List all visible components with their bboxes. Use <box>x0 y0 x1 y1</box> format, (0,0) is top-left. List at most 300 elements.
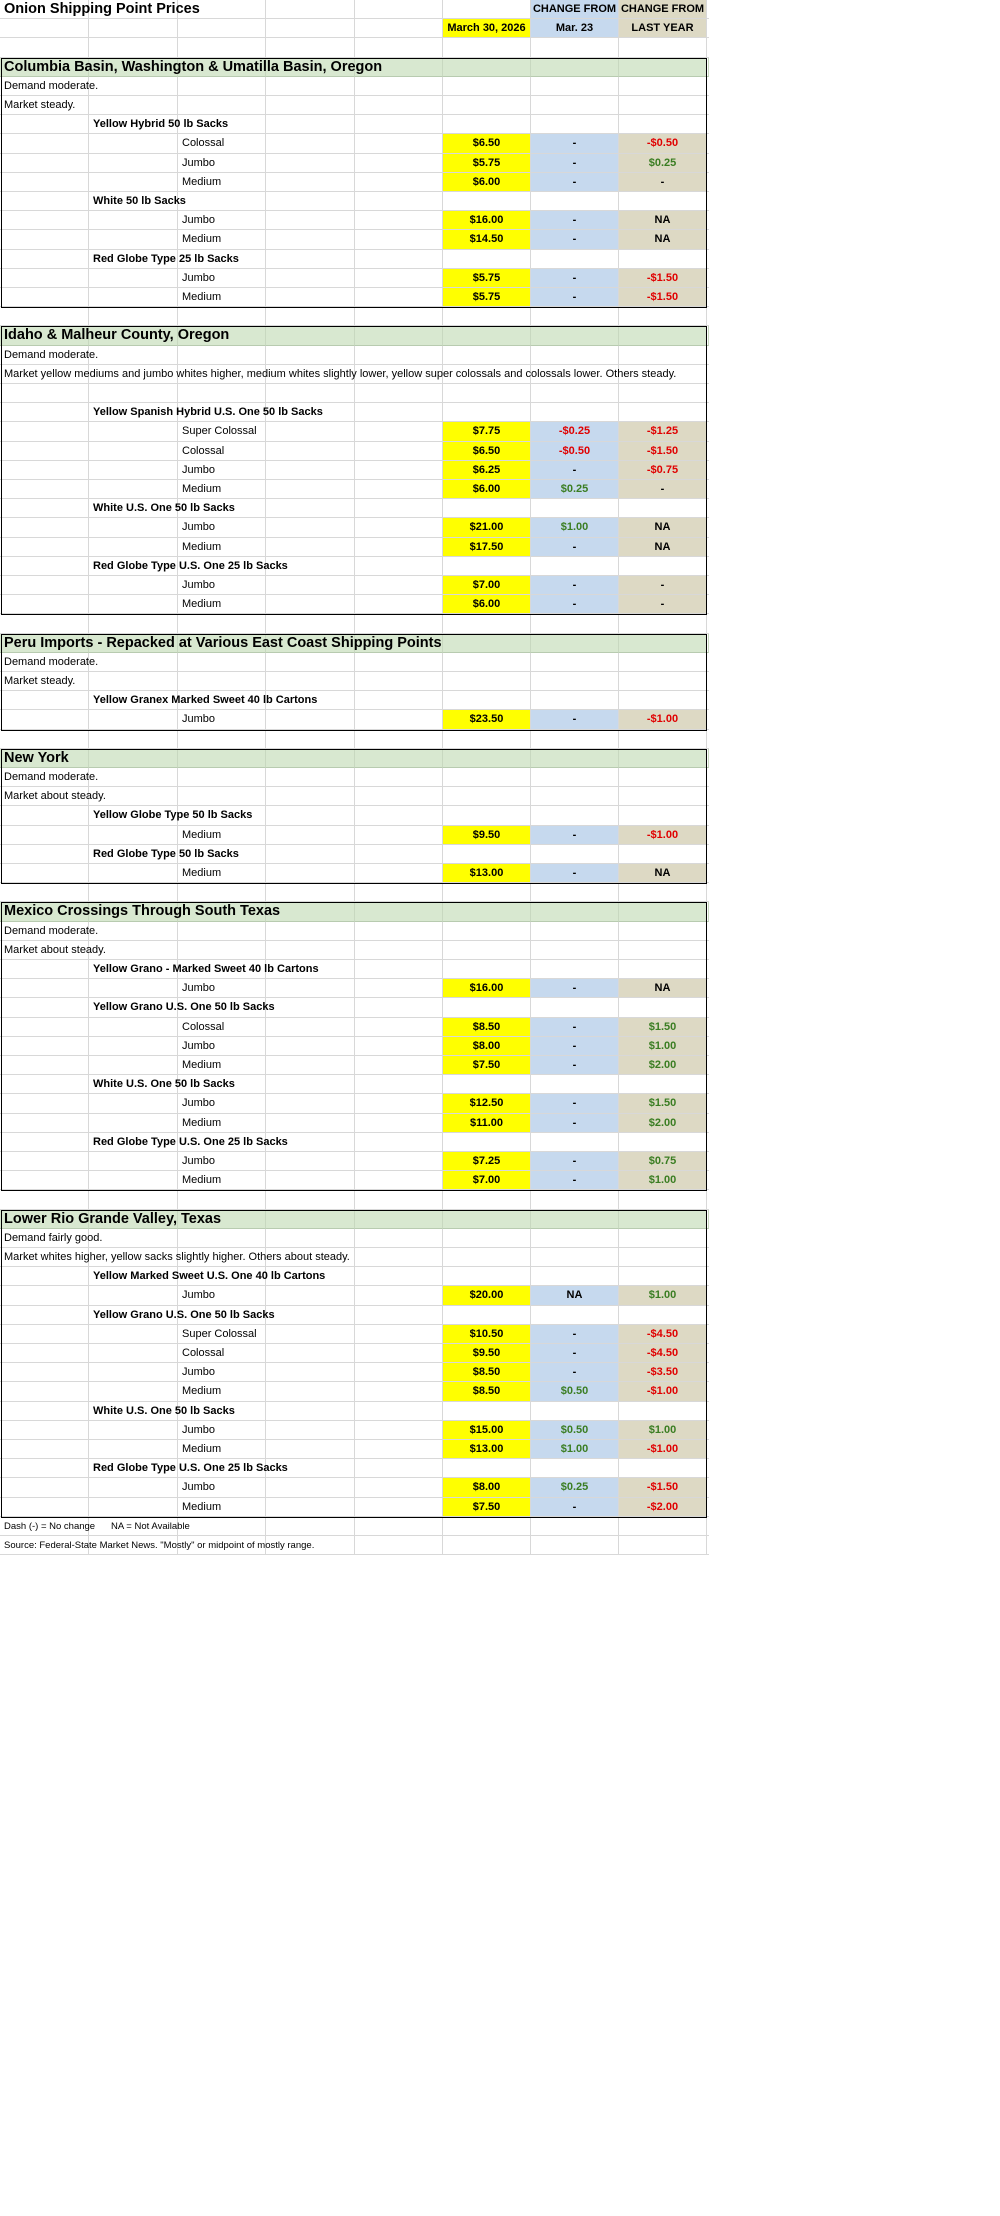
cell[interactable] <box>89 96 178 115</box>
cell[interactable] <box>707 211 709 230</box>
cell[interactable] <box>531 58 619 77</box>
week-change-value[interactable]: - <box>531 1037 619 1056</box>
cell[interactable] <box>0 1190 89 1209</box>
cell[interactable] <box>266 422 355 441</box>
cell[interactable] <box>619 77 707 96</box>
week-change-value[interactable]: - <box>531 1344 619 1363</box>
week-change-value[interactable]: - <box>531 979 619 998</box>
cell[interactable] <box>355 269 443 288</box>
cell[interactable] <box>266 1306 355 1325</box>
cell[interactable] <box>443 730 531 749</box>
cell[interactable] <box>707 768 709 787</box>
year-change-value[interactable]: NA <box>619 864 707 883</box>
cell[interactable] <box>355 77 443 96</box>
cell[interactable] <box>531 941 619 960</box>
week-change-value[interactable]: - <box>531 576 619 595</box>
cell[interactable] <box>531 653 619 672</box>
cell[interactable] <box>89 1037 178 1056</box>
cell[interactable] <box>707 115 709 134</box>
cell[interactable] <box>266 941 355 960</box>
price-value[interactable]: $8.00 <box>443 1478 531 1497</box>
cell[interactable] <box>89 979 178 998</box>
cell[interactable] <box>355 1536 443 1555</box>
cell[interactable] <box>355 0 443 19</box>
cell[interactable] <box>355 1075 443 1094</box>
cell[interactable] <box>266 269 355 288</box>
week-change-value[interactable]: - <box>531 211 619 230</box>
cell[interactable] <box>355 826 443 845</box>
cell[interactable] <box>266 0 355 19</box>
cell[interactable] <box>619 672 707 691</box>
cell[interactable] <box>531 557 619 576</box>
cell[interactable] <box>355 154 443 173</box>
cell[interactable] <box>0 595 89 614</box>
cell[interactable] <box>266 288 355 307</box>
cell[interactable] <box>443 326 531 345</box>
cell[interactable] <box>89 1018 178 1037</box>
year-change-value[interactable]: -$1.50 <box>619 1478 707 1497</box>
cell[interactable] <box>0 442 89 461</box>
cell[interactable] <box>266 154 355 173</box>
cell[interactable] <box>0 1421 89 1440</box>
price-value[interactable]: $20.00 <box>443 1286 531 1305</box>
cell[interactable] <box>0 557 89 576</box>
cell[interactable] <box>707 806 709 825</box>
cell[interactable] <box>707 1075 709 1094</box>
week-change-value[interactable]: - <box>531 154 619 173</box>
cell[interactable] <box>619 346 707 365</box>
cell[interactable] <box>619 960 707 979</box>
cell[interactable] <box>707 96 709 115</box>
cell[interactable] <box>531 806 619 825</box>
cell[interactable] <box>443 1402 531 1421</box>
cell[interactable] <box>178 307 266 326</box>
cell[interactable] <box>619 902 707 921</box>
cell[interactable] <box>89 653 178 672</box>
price-value[interactable]: $8.50 <box>443 1018 531 1037</box>
cell[interactable] <box>619 1267 707 1286</box>
cell[interactable] <box>619 1210 707 1229</box>
cell[interactable] <box>0 1075 89 1094</box>
cell[interactable] <box>266 346 355 365</box>
cell[interactable] <box>707 922 709 941</box>
cell[interactable] <box>0 288 89 307</box>
year-change-value[interactable]: - <box>619 595 707 614</box>
cell[interactable] <box>355 845 443 864</box>
cell[interactable] <box>619 58 707 77</box>
cell[interactable] <box>619 192 707 211</box>
cell[interactable] <box>707 326 709 345</box>
cell[interactable] <box>707 38 709 57</box>
cell[interactable] <box>443 941 531 960</box>
cell[interactable] <box>355 1459 443 1478</box>
cell[interactable] <box>266 710 355 729</box>
price-value[interactable]: $13.00 <box>443 1440 531 1459</box>
year-change-value[interactable]: $1.00 <box>619 1286 707 1305</box>
cell[interactable] <box>89 211 178 230</box>
last-year-header[interactable]: LAST YEAR <box>619 19 707 38</box>
cell[interactable] <box>266 499 355 518</box>
price-value[interactable]: $16.00 <box>443 979 531 998</box>
cell[interactable] <box>707 1152 709 1171</box>
cell[interactable] <box>0 864 89 883</box>
cell[interactable] <box>619 1402 707 1421</box>
cell[interactable] <box>89 384 178 403</box>
cell[interactable] <box>0 250 89 269</box>
price-value[interactable]: $8.50 <box>443 1382 531 1401</box>
cell[interactable] <box>619 38 707 57</box>
cell[interactable] <box>0 192 89 211</box>
change-from-week-header[interactable]: CHANGE FROM <box>531 0 619 19</box>
cell[interactable] <box>619 768 707 787</box>
cell[interactable] <box>355 38 443 57</box>
cell[interactable] <box>443 1536 531 1555</box>
year-change-value[interactable]: $0.25 <box>619 154 707 173</box>
cell[interactable] <box>531 38 619 57</box>
price-value[interactable]: $6.50 <box>443 134 531 153</box>
cell[interactable] <box>266 230 355 249</box>
cell[interactable] <box>355 1229 443 1248</box>
week-change-value[interactable]: -$0.50 <box>531 442 619 461</box>
cell[interactable] <box>707 1114 709 1133</box>
cell[interactable] <box>0 691 89 710</box>
cell[interactable] <box>707 653 709 672</box>
cell[interactable] <box>531 730 619 749</box>
cell[interactable] <box>707 576 709 595</box>
cell[interactable] <box>0 1037 89 1056</box>
cell[interactable] <box>531 614 619 633</box>
cell[interactable] <box>707 1133 709 1152</box>
cell[interactable] <box>89 1171 178 1190</box>
cell[interactable] <box>443 806 531 825</box>
cell[interactable] <box>266 1229 355 1248</box>
cell[interactable] <box>355 346 443 365</box>
cell[interactable] <box>0 1459 89 1478</box>
cell[interactable] <box>0 19 89 38</box>
price-value[interactable]: $5.75 <box>443 269 531 288</box>
cell[interactable] <box>89 1344 178 1363</box>
cell[interactable] <box>0 1267 89 1286</box>
cell[interactable] <box>178 77 266 96</box>
cell[interactable] <box>707 1498 709 1517</box>
week-change-value[interactable]: - <box>531 864 619 883</box>
cell[interactable] <box>266 38 355 57</box>
cell[interactable] <box>266 1402 355 1421</box>
cell[interactable] <box>707 749 709 768</box>
cell[interactable] <box>707 960 709 979</box>
cell[interactable] <box>266 576 355 595</box>
cell[interactable] <box>266 1286 355 1305</box>
cell[interactable] <box>355 250 443 269</box>
cell[interactable] <box>89 672 178 691</box>
cell[interactable] <box>266 653 355 672</box>
cell[interactable] <box>178 38 266 57</box>
cell[interactable] <box>355 902 443 921</box>
week-change-value[interactable]: - <box>531 1325 619 1344</box>
cell[interactable] <box>619 1248 707 1267</box>
cell[interactable] <box>619 653 707 672</box>
cell[interactable] <box>531 1210 619 1229</box>
year-change-value[interactable]: -$1.00 <box>619 1382 707 1401</box>
week-change-value[interactable]: - <box>531 538 619 557</box>
cell[interactable] <box>266 845 355 864</box>
week-change-value[interactable]: - <box>531 1152 619 1171</box>
cell[interactable] <box>178 1517 266 1536</box>
cell[interactable] <box>178 672 266 691</box>
cell[interactable] <box>355 1037 443 1056</box>
cell[interactable] <box>89 1114 178 1133</box>
cell[interactable] <box>266 1037 355 1056</box>
year-change-value[interactable]: -$1.50 <box>619 442 707 461</box>
cell[interactable] <box>443 672 531 691</box>
cell[interactable] <box>0 134 89 153</box>
year-change-value[interactable]: -$2.00 <box>619 1498 707 1517</box>
week-change-value[interactable]: - <box>531 134 619 153</box>
cell[interactable] <box>266 787 355 806</box>
cell[interactable] <box>266 1114 355 1133</box>
cell[interactable] <box>266 211 355 230</box>
week-change-value[interactable]: - <box>531 461 619 480</box>
cell[interactable] <box>89 1094 178 1113</box>
cell[interactable] <box>266 77 355 96</box>
cell[interactable] <box>531 307 619 326</box>
cell[interactable] <box>355 384 443 403</box>
cell[interactable] <box>443 346 531 365</box>
cell[interactable] <box>707 288 709 307</box>
cell[interactable] <box>619 1229 707 1248</box>
cell[interactable] <box>266 1075 355 1094</box>
cell[interactable] <box>266 173 355 192</box>
cell[interactable] <box>89 442 178 461</box>
cell[interactable] <box>178 941 266 960</box>
cell[interactable] <box>531 691 619 710</box>
cell[interactable] <box>355 979 443 998</box>
cell[interactable] <box>0 1114 89 1133</box>
cell[interactable] <box>531 787 619 806</box>
cell[interactable] <box>89 1056 178 1075</box>
cell[interactable] <box>266 480 355 499</box>
cell[interactable] <box>89 1382 178 1401</box>
cell[interactable] <box>619 845 707 864</box>
cell[interactable] <box>355 998 443 1017</box>
cell[interactable] <box>89 1363 178 1382</box>
cell[interactable] <box>443 307 531 326</box>
cell[interactable] <box>0 1440 89 1459</box>
week-change-value[interactable]: $0.50 <box>531 1421 619 1440</box>
cell[interactable] <box>443 250 531 269</box>
cell[interactable] <box>531 346 619 365</box>
cell[interactable] <box>266 19 355 38</box>
price-value[interactable]: $6.00 <box>443 480 531 499</box>
cell[interactable] <box>707 1421 709 1440</box>
cell[interactable] <box>89 480 178 499</box>
cell[interactable] <box>0 480 89 499</box>
cell[interactable] <box>355 461 443 480</box>
cell[interactable] <box>707 864 709 883</box>
week-change-value[interactable]: - <box>531 1018 619 1037</box>
cell[interactable] <box>355 19 443 38</box>
cell[interactable] <box>707 0 709 19</box>
cell[interactable] <box>531 250 619 269</box>
cell[interactable] <box>443 1210 531 1229</box>
cell[interactable] <box>619 326 707 345</box>
cell[interactable] <box>0 960 89 979</box>
cell[interactable] <box>707 58 709 77</box>
cell[interactable] <box>0 806 89 825</box>
cell[interactable] <box>707 614 709 633</box>
cell[interactable] <box>266 192 355 211</box>
cell[interactable] <box>355 1171 443 1190</box>
cell[interactable] <box>531 749 619 768</box>
cell[interactable] <box>619 941 707 960</box>
cell[interactable] <box>707 538 709 557</box>
cell[interactable] <box>266 614 355 633</box>
cell[interactable] <box>266 250 355 269</box>
week-change-value[interactable]: - <box>531 1363 619 1382</box>
cell[interactable] <box>531 1075 619 1094</box>
cell[interactable] <box>178 1190 266 1209</box>
cell[interactable] <box>89 288 178 307</box>
price-value[interactable]: $9.50 <box>443 826 531 845</box>
cell[interactable] <box>443 845 531 864</box>
cell[interactable] <box>355 480 443 499</box>
cell[interactable] <box>443 77 531 96</box>
cell[interactable] <box>355 672 443 691</box>
week-change-value[interactable]: - <box>531 1171 619 1190</box>
cell[interactable] <box>443 1248 531 1267</box>
cell[interactable] <box>355 173 443 192</box>
cell[interactable] <box>266 1363 355 1382</box>
week-change-value[interactable]: $1.00 <box>531 1440 619 1459</box>
cell[interactable] <box>89 710 178 729</box>
cell[interactable] <box>707 634 709 653</box>
cell[interactable] <box>355 307 443 326</box>
cell[interactable] <box>707 442 709 461</box>
cell[interactable] <box>0 1056 89 1075</box>
year-change-value[interactable]: -$1.00 <box>619 826 707 845</box>
week-header[interactable]: Mar. 23 <box>531 19 619 38</box>
cell[interactable] <box>355 1306 443 1325</box>
cell[interactable] <box>266 96 355 115</box>
price-value[interactable]: $5.75 <box>443 154 531 173</box>
cell[interactable] <box>355 1152 443 1171</box>
cell[interactable] <box>619 1190 707 1209</box>
cell[interactable] <box>266 826 355 845</box>
cell[interactable] <box>443 634 531 653</box>
cell[interactable] <box>355 806 443 825</box>
cell[interactable] <box>619 730 707 749</box>
cell[interactable] <box>89 1190 178 1209</box>
cell[interactable] <box>89 1421 178 1440</box>
cell[interactable] <box>0 1478 89 1497</box>
week-change-value[interactable]: $1.00 <box>531 518 619 537</box>
cell[interactable] <box>443 403 531 422</box>
year-change-value[interactable]: -$1.50 <box>619 288 707 307</box>
cell[interactable] <box>89 134 178 153</box>
cell[interactable] <box>531 1190 619 1209</box>
cell[interactable] <box>178 1229 266 1248</box>
cell[interactable] <box>531 768 619 787</box>
cell[interactable] <box>707 1536 709 1555</box>
week-change-value[interactable]: - <box>531 826 619 845</box>
cell[interactable] <box>531 115 619 134</box>
cell[interactable] <box>355 787 443 806</box>
cell[interactable] <box>266 442 355 461</box>
cell[interactable] <box>443 96 531 115</box>
cell[interactable] <box>619 998 707 1017</box>
cell[interactable] <box>355 115 443 134</box>
cell[interactable] <box>443 749 531 768</box>
year-change-value[interactable]: $2.00 <box>619 1114 707 1133</box>
cell[interactable] <box>707 902 709 921</box>
cell[interactable] <box>707 1229 709 1248</box>
cell[interactable] <box>89 1478 178 1497</box>
cell[interactable] <box>707 1459 709 1478</box>
cell[interactable] <box>355 326 443 345</box>
cell[interactable] <box>0 518 89 537</box>
cell[interactable] <box>531 1133 619 1152</box>
cell[interactable] <box>707 19 709 38</box>
cell[interactable] <box>531 403 619 422</box>
cell[interactable] <box>266 134 355 153</box>
cell[interactable] <box>531 634 619 653</box>
cell[interactable] <box>443 902 531 921</box>
cell[interactable] <box>707 1325 709 1344</box>
cell[interactable] <box>619 614 707 633</box>
cell[interactable] <box>707 941 709 960</box>
cell[interactable] <box>89 77 178 96</box>
cell[interactable] <box>707 845 709 864</box>
price-value[interactable]: $7.00 <box>443 576 531 595</box>
cell[interactable] <box>707 480 709 499</box>
cell[interactable] <box>619 1133 707 1152</box>
cell[interactable] <box>707 384 709 403</box>
week-change-value[interactable]: $0.25 <box>531 1478 619 1497</box>
cell[interactable] <box>266 998 355 1017</box>
cell[interactable] <box>707 1190 709 1209</box>
cell[interactable] <box>178 614 266 633</box>
cell[interactable] <box>89 422 178 441</box>
cell[interactable] <box>707 499 709 518</box>
cell[interactable] <box>443 384 531 403</box>
cell[interactable] <box>707 1517 709 1536</box>
cell[interactable] <box>355 922 443 941</box>
cell[interactable] <box>443 115 531 134</box>
cell[interactable] <box>707 1210 709 1229</box>
cell[interactable] <box>266 1440 355 1459</box>
cell[interactable] <box>0 211 89 230</box>
cell[interactable] <box>266 730 355 749</box>
cell[interactable] <box>89 346 178 365</box>
cell[interactable] <box>707 250 709 269</box>
cell[interactable] <box>619 1536 707 1555</box>
cell[interactable] <box>355 941 443 960</box>
price-value[interactable]: $7.50 <box>443 1498 531 1517</box>
cell[interactable] <box>89 1325 178 1344</box>
year-change-value[interactable]: -$1.25 <box>619 422 707 441</box>
year-change-value[interactable]: $1.50 <box>619 1094 707 1113</box>
cell[interactable] <box>178 653 266 672</box>
cell[interactable] <box>89 38 178 57</box>
cell[interactable] <box>89 307 178 326</box>
cell[interactable] <box>89 538 178 557</box>
cell[interactable] <box>619 634 707 653</box>
price-value[interactable]: $17.50 <box>443 538 531 557</box>
cell[interactable] <box>89 154 178 173</box>
cell[interactable] <box>443 614 531 633</box>
cell[interactable] <box>178 192 266 211</box>
year-change-value[interactable]: -$1.50 <box>619 269 707 288</box>
